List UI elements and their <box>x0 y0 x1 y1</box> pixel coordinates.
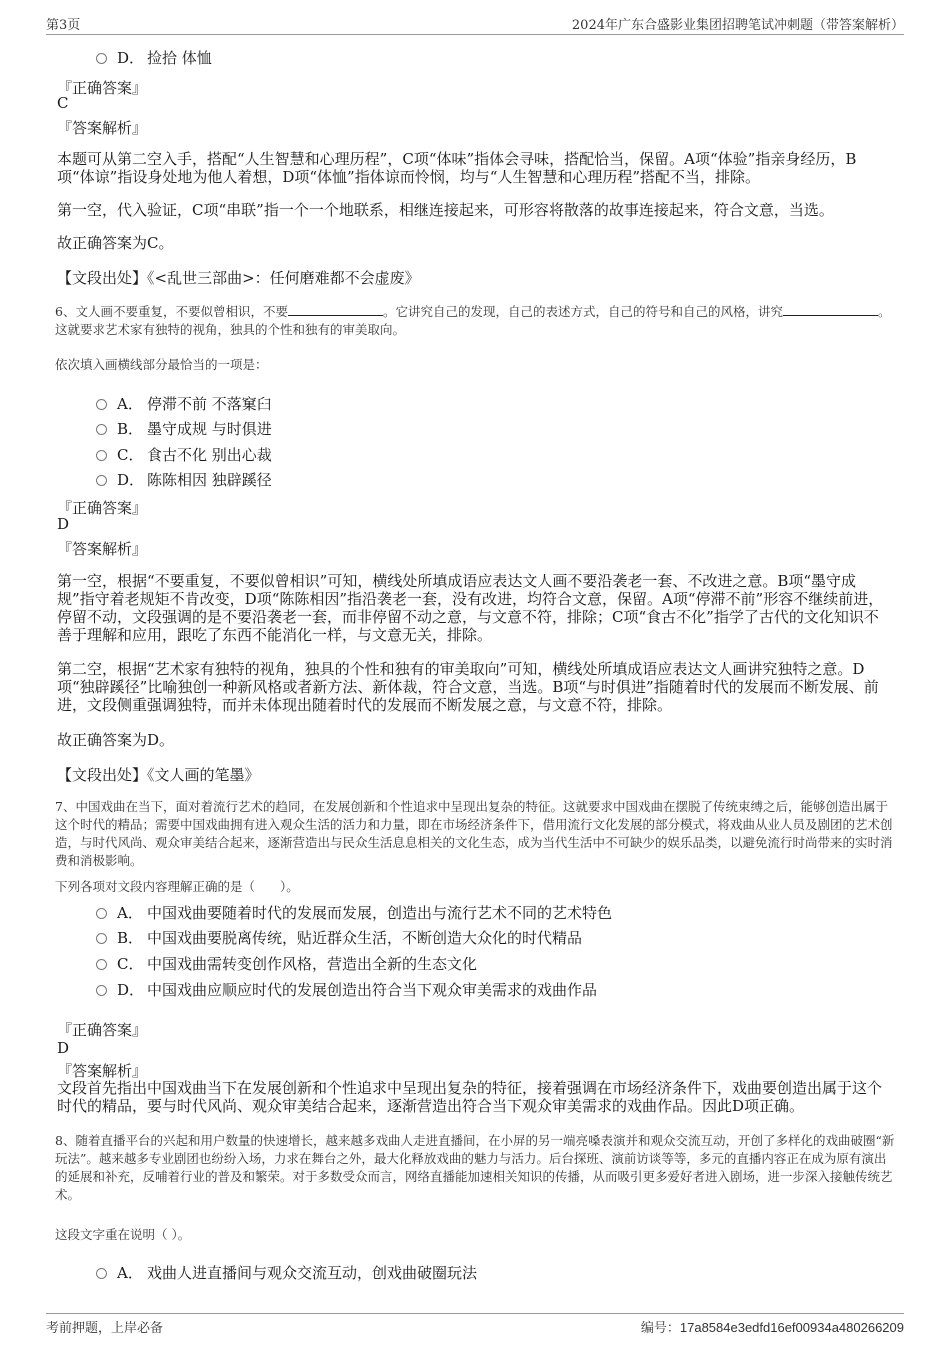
q6-option-c[interactable]: C． 食古不化 别出心裁 <box>96 444 272 465</box>
q6-option-a[interactable]: A． 停滞不前 不落窠臼 <box>96 393 272 414</box>
q7-analysis: 文段首先指出中国戏曲当下在发展创新和个性追求中呈现出复杂的特征，接着强调在市场经济条件下，戏曲要创造出属于这个时代的精品，要与时代风尚、观众审美结合起来，逐渐营造出符合当下观众审美需求的戏曲作品。因此D项正确。 <box>57 1079 883 1115</box>
q5-option-d[interactable]: D． 捡拾 体恤 <box>96 47 212 68</box>
radio-icon[interactable] <box>96 450 107 461</box>
q6-option-d[interactable]: D． 陈陈相因 独辟蹊径 <box>96 469 272 490</box>
blank-line <box>783 303 878 316</box>
q5-analysis-p3: 故正确答案为C。 <box>57 234 174 252</box>
q5-source: 【文段出处】《<乱世三部曲>：任何磨难都不会虚废》 <box>57 269 420 287</box>
q5-analysis-label: 『答案解析』 <box>57 119 148 137</box>
document-title: 2024年广东合盛影业集团招聘笔试冲刺题（带答案解析） <box>571 18 904 33</box>
q7-stem: 7、中国戏曲在当下，面对着流行艺术的趋同，在发展创新和个性追求中呈现出复杂的特征。这就要求中国戏曲在摆脱了传统束缚之后，能够创造出属于这个时代的精品；需要中国戏曲拥有进入观众生活的活力和力量，即在市场经济条件下，借用流行文化发展的部分模式，将戏曲从业人员及剧团的艺术创造，与时代风尚、观众审美结合起来，逐渐营造出与民众生活息息相关的文化生态，成为当代生活中不可缺少的娱乐品类，以避免流行时尚带来的实时消费和消极影响。 <box>55 799 893 868</box>
q7-prompt: 下列各项对文段内容理解正确的是（ ）。 <box>55 879 299 894</box>
document-code: 编号：17a8584e3edfd16ef00934a480266209 <box>640 1320 904 1336</box>
page-number: 第3页 <box>46 18 81 33</box>
q5-answer: C <box>57 94 69 112</box>
q8-option-a[interactable]: A． 戏曲人进直播间与观众交流互动，创戏曲破圈玩法 <box>96 1262 477 1283</box>
radio-icon[interactable] <box>96 985 107 996</box>
q5-analysis-p1: 本题可从第二空入手，搭配“人生智慧和心理历程”，C项“体味”指体会寻味，搭配恰当，保留。A项“体验”指亲身经历，B项“体谅”指设身处地为他人着想，D项“体恤”指体谅而怜悯，均与“人生智慧和心理历程”搭配不当，排除。 <box>57 150 857 186</box>
radio-icon[interactable] <box>96 53 107 64</box>
page-footer <box>46 1313 904 1337</box>
footer-slogan: 考前押题，上岸必备 <box>46 1321 164 1336</box>
q6-analysis-label: 『答案解析』 <box>57 540 148 558</box>
page-header <box>46 14 904 35</box>
q8-stem: 8、随着直播平台的兴起和用户数量的快速增长，越来越多戏曲人走进直播间，在小屏的另一端亮嗓表演并和观众交流互动，开创了多样化的戏曲破圈“新玩法”。越来越多专业剧团也纷纷入场，力求在舞台之外，最大化释放戏曲的魅力与活力。后台探班、演前访谈等等，多元的直播内容正在成为原有演出的延展和补充，反哺着行业的普及和繁荣。对于多数受众而言，网络直播能加速相关知识的传播，从而吸引更多爱好者进入剧场，进一步深入接触传统艺术。 <box>55 1133 895 1202</box>
q7-analysis-label: 『答案解析』 <box>57 1062 148 1080</box>
q7-option-b[interactable]: B． 中国戏曲要脱离传统，贴近群众生活，不断创造大众化的时代精品 <box>96 927 582 948</box>
q6-source: 【文段出处】《文人画的笔墨》 <box>57 766 260 784</box>
radio-icon[interactable] <box>96 908 107 919</box>
radio-icon[interactable] <box>96 1268 107 1279</box>
radio-icon[interactable] <box>96 475 107 486</box>
radio-icon[interactable] <box>96 399 107 410</box>
q6-option-b[interactable]: B． 墨守成规 与时俱进 <box>96 418 272 439</box>
q6-prompt: 依次填入画横线部分最恰当的一项是： <box>55 357 268 372</box>
q7-answer-label: 『正确答案』 <box>57 1021 148 1039</box>
q6-analysis-p1: 第一空，根据“不要重复，不要似曾相识”可知，横线处所填成语应表达文人画不要沿袭老一套、不改进之意。B项“墨守成规”指守着老规矩不肯改变，D项“陈陈相因”指沿袭老一套，没有改进，均符合文意，保留。A项“停滞不前”形容不继续前进，停留不动，文段强调的是不要沿袭老一套，而非停留不动之意，与文意不符，排除；C项“食古不化”指学了古代的文化知识不善于理解和应用，跟吃了东西不能消化一样，与文意无关，排除。 <box>57 572 884 644</box>
q6-analysis-p3: 故正确答案为D。 <box>57 731 175 749</box>
q8-prompt: 这段文字重在说明（ ）。 <box>55 1227 191 1242</box>
q6-analysis-p2: 第二空，根据“艺术家有独特的视角，独具的个性和独有的审美取向”可知，横线处所填成语应表达文人画讲究独特之意。D项“独辟蹊径”比喻独创一种新风格或者新方法、新体裁，符合文意，当选。B项“与时俱进”指随着时代的发展而不断发展、前进，文段侧重强调独特，而并未体现出随着时代的发展而不断发展之意，与文意不符，排除。 <box>57 660 879 714</box>
radio-icon[interactable] <box>96 959 107 970</box>
q5-analysis-p2: 第一空，代入验证，C项“串联”指一个一个地联系，相继连接起来，可形容将散落的故事连接起来，符合文意，当选。 <box>57 201 834 219</box>
radio-icon[interactable] <box>96 933 107 944</box>
q7-option-a[interactable]: A． 中国戏曲要随着时代的发展而发展，创造出与流行艺术不同的艺术特色 <box>96 902 612 923</box>
q6-answer-label: 『正确答案』 <box>57 499 148 517</box>
q5-answer-label: 『正确答案』 <box>57 79 148 97</box>
q6-answer: D <box>57 515 70 533</box>
q6-stem: 6、文人画不要重复，不要似曾相识，不要 。它讲究自己的发现，自己的表述方式，自己的符号和自己的风格，讲究 。这就要求艺术家有独特的视角，独具的个性和独有的审美取向。 <box>55 304 891 337</box>
q7-option-c[interactable]: C． 中国戏曲需转变创作风格，营造出全新的生态文化 <box>96 953 477 974</box>
q7-option-d[interactable]: D． 中国戏曲应顺应时代的发展创造出符合当下观众审美需求的戏曲作品 <box>96 979 597 1000</box>
radio-icon[interactable] <box>96 424 107 435</box>
blank-line <box>288 303 383 316</box>
q7-answer: D <box>57 1039 70 1057</box>
